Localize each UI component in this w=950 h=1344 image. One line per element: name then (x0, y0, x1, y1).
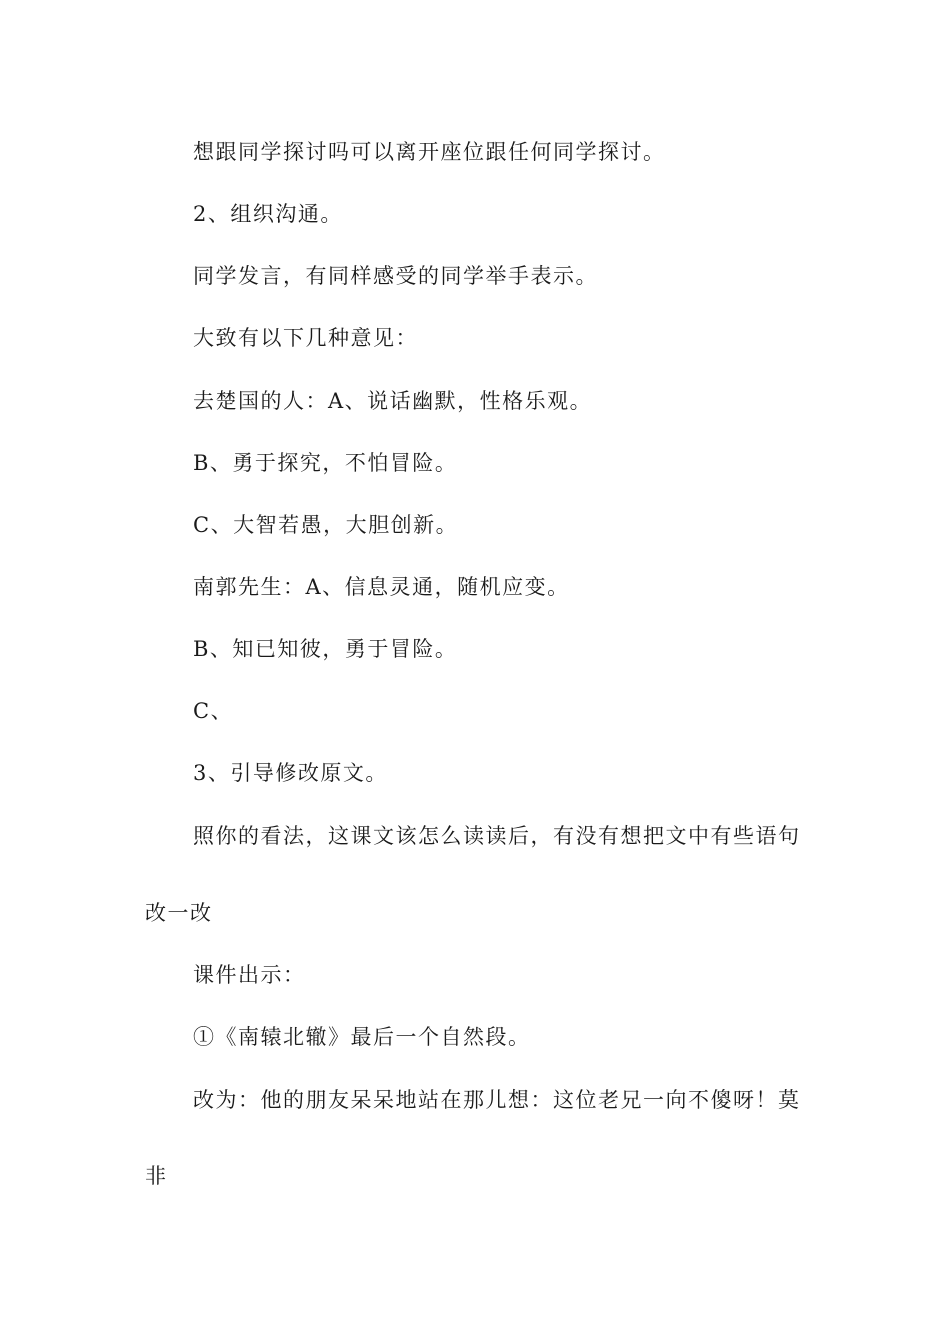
text-line: C、 (193, 699, 234, 723)
text-line: 大致有以下几种意见： (193, 326, 418, 350)
text-line: 改为：他的朋友呆呆地站在那儿想：这位老兄一向不傻呀！莫 (193, 1088, 801, 1112)
text-line: C、大智若愚，大胆创新。 (193, 513, 459, 537)
text-line: 南郭先生：A、信息灵通，随机应变。 (193, 575, 570, 599)
text-line: ①《南辕北辙》最后一个自然段。 (193, 1025, 531, 1049)
text-line: 非 (145, 1164, 168, 1188)
text-line: 课件出示： (193, 963, 306, 987)
text-line: 3、引导修改原文。 (193, 761, 388, 785)
text-line: B、勇于探究，不怕冒险。 (193, 451, 458, 475)
text-line: B、知已知彼，勇于冒险。 (193, 637, 458, 661)
text-line: 去楚国的人：A、说话幽默，性格乐观。 (193, 389, 593, 413)
text-line: 2、组织沟通。 (193, 202, 343, 226)
text-line: 照你的看法，这课文该怎么读读后，有没有想把文中有些语句 (193, 824, 801, 848)
text-line: 改一改 (145, 901, 213, 925)
text-line: 同学发言，有同样感受的同学举手表示。 (193, 264, 598, 288)
text-line: 想跟同学探讨吗可以离开座位跟任何同学探讨。 (193, 140, 666, 164)
